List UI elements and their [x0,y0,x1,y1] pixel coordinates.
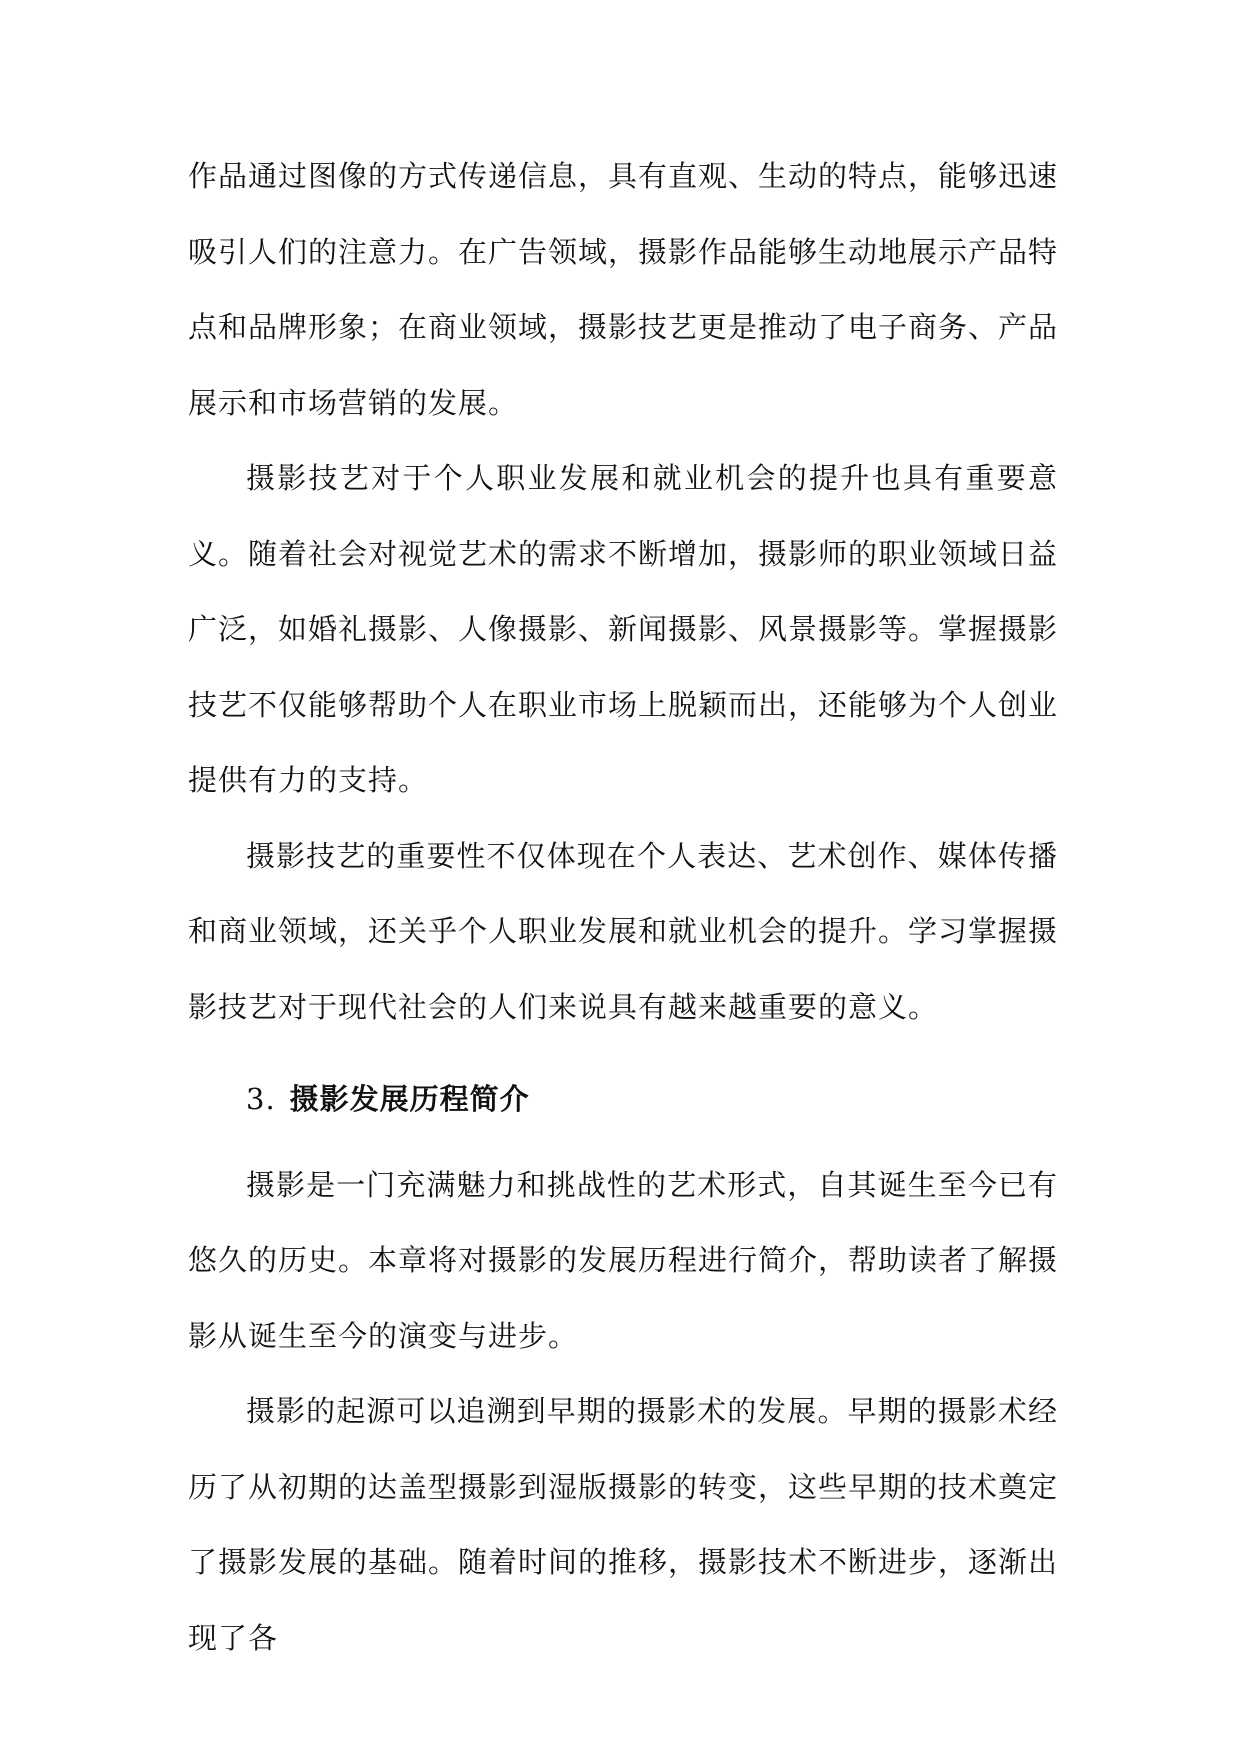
paragraph-2: 摄影技艺对于个人职业发展和就业机会的提升也具有重要意义。随着社会对视觉艺术的需求不断增加，摄影师的职业领域日益广泛，如婚礼摄影、人像摄影、新闻摄影、风景摄影等。掌握摄影技艺不仅能够帮助个人在职业市场上脱颖而出，还能够为个人创业提供有力的支持。 [188,461,1059,797]
section-heading [188,1062,1058,1138]
paragraph-3: 摄影技艺的重要性不仅体现在个人表达、艺术创作、媒体传播和商业领域，还关乎个人职业发展和就业机会的提升。学习掌握摄影技艺对于现代社会的人们来说具有越来越重要的意义。 [188,838,1059,1024]
section-number: 3. [246,1082,276,1116]
document-body [188,139,1058,1676]
section-title: 摄影发展历程简介 [289,1082,530,1116]
paragraph-1: 作品通过图像的方式传递信息，具有直观、生动的特点，能够迅速吸引人们的注意力。在广告领域，摄影作品能够生动地展示产品特点和品牌形象；在商业领域，摄影技艺更是推动了电子商务、产品展示和市场营销的发展。 [188,159,1059,420]
paragraph-4: 摄影是一门充满魅力和挑战性的艺术形式，自其诞生至今已有悠久的历史。本章将对摄影的发展历程进行简介，帮助读者了解摄影从诞生至今的演变与进步。 [188,1167,1059,1353]
paragraph-5: 摄影的起源可以追溯到早期的摄影术的发展。早期的摄影术经历了从初期的达盖型摄影到湿版摄影的转变，这些早期的技术奠定了摄影发展的基础。随着时间的推移，摄影技术不断进步，逐渐出现了各 [188,1394,1059,1655]
